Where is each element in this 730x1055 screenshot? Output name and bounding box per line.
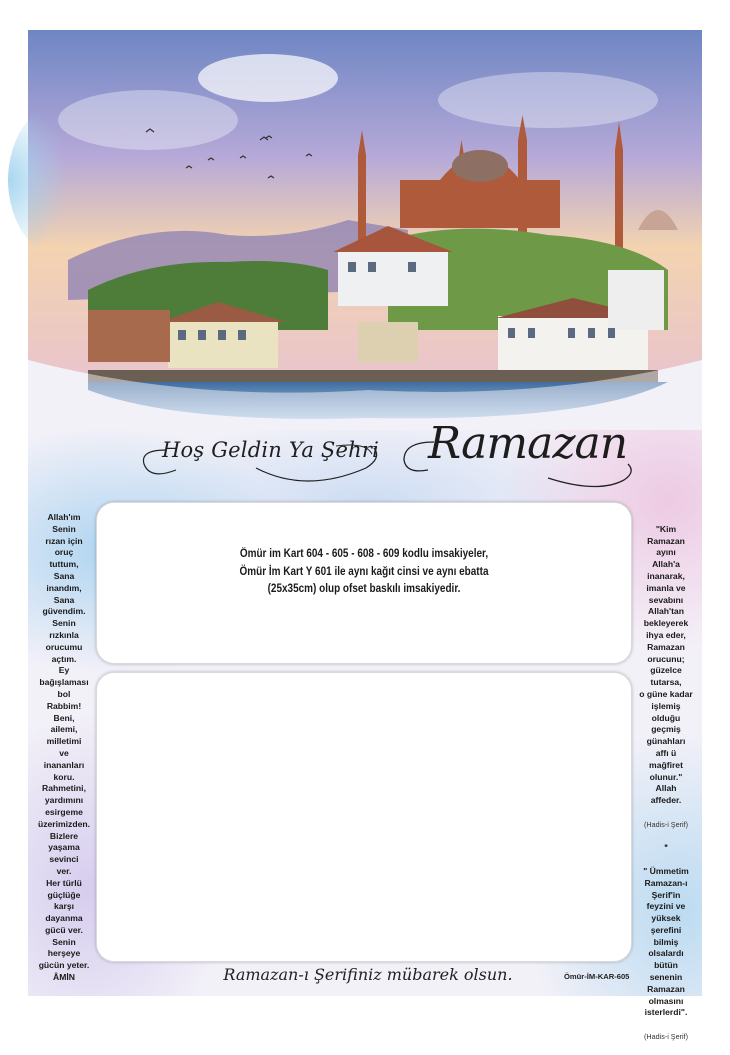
istanbul-skyline-image bbox=[28, 30, 702, 430]
notice-line-1: Ömür im Kart 604 - 605 - 608 - 609 kodlu imsakiyeler, bbox=[239, 547, 489, 560]
prayer-right bbox=[632, 512, 700, 1055]
hero-illustration bbox=[28, 30, 702, 430]
welcome-title-block bbox=[136, 428, 386, 494]
ramazan-title-block bbox=[398, 412, 638, 492]
notice-panel bbox=[96, 502, 632, 664]
hadith-1: "Kim Ramazan ayını Allah'a inanarak, imanla ve sevabını Allah'tan bekleyerek ihya eder, Ramazan orucunu; güzelce tutarsa, o güne kadar işlemiş olduğu geçmiş günahları affı ü mağfiret olunur." Allah affeder. bbox=[639, 523, 693, 806]
welcome-title: Hoş Geldin Ya Şehri bbox=[162, 438, 380, 462]
hadith-2: " Ümmetim Ramazan-ı Şerif'in feyzini ve yüksek şerefini bilmiş olsalardı bütün senenin Ramazan olmasını isterlerdi". bbox=[643, 865, 689, 1018]
imsakiye-card bbox=[28, 30, 702, 1042]
timetable-panel bbox=[96, 672, 632, 962]
hadith-separator: * bbox=[664, 842, 668, 853]
ramazan-title: Ramazan bbox=[428, 418, 628, 469]
hadith-source-2: (Hadis-i Şerif) bbox=[644, 1032, 688, 1042]
blessing-text: Ramazan-ı Şerifiniz mübarek olsun. bbox=[223, 965, 513, 984]
notice-text bbox=[134, 545, 593, 598]
hadith-source-1: (Hadis-i Şerif) bbox=[644, 819, 688, 829]
prayer-left: Allah'ım Senin rızan için oruç tuttum, Sana inandım, Sana güvendim. Senin rızkınla orucumu açtım. Ey bağışlaması bol Rabbim! Beni, ailemi, milletimi ve inananları koru. Rahmetini, yardımını esirgeme üzerimizden. Bizlere yaşama sevinci ver. Her türlü güçlüğe karşı dayanma gücü ver. Senin herşeye gücün yeter. ÂMİN bbox=[37, 512, 91, 983]
notice-line-2: Ömür İm Kart Y 601 ile aynı kağıt cinsi ve aynı ebatta bbox=[239, 564, 489, 578]
notice-line-3: (25x35cm) olup ofset baskılı imsakiyedir. bbox=[267, 582, 461, 596]
product-code: Ömür-İM-KAR-605 bbox=[564, 972, 630, 981]
